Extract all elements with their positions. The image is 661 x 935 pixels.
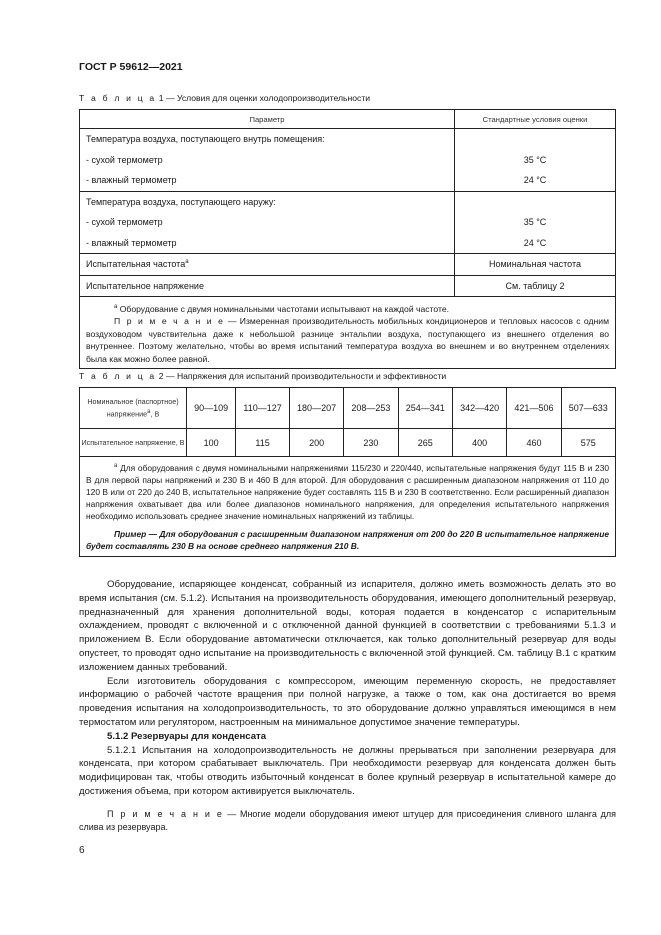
voltage-range-cell: 208—253 — [344, 388, 398, 429]
table1-note — [86, 315, 609, 365]
table1-cell-value: См. таблицу 2 — [455, 275, 616, 297]
table1-cell-value — [455, 129, 616, 150]
table1-cell-param: Температура воздуха, поступающего внутрь помещения: — [80, 129, 455, 150]
table1-footnote-text: Оборудование с двумя номинальными частотами испытывают на каждой частоте. — [119, 303, 449, 314]
test-voltage-cell: 460 — [507, 429, 561, 457]
table2-row1-label — [80, 388, 187, 429]
table1-cell-param: - сухой термометр — [80, 212, 455, 233]
voltage-range-cell: 342—420 — [452, 388, 506, 429]
footnote-marker: а — [114, 304, 118, 310]
table2-caption — [79, 371, 446, 381]
voltage-range-cell: 110—127 — [236, 388, 290, 429]
table1-cell-param: Испытательное напряжение — [80, 275, 455, 297]
footnote-marker: а — [147, 408, 151, 415]
table2-footnotes — [80, 457, 616, 557]
table1-cell-param: - сухой термометр — [80, 150, 455, 171]
test-voltage-cell: 575 — [561, 429, 615, 457]
nominal-voltage-label: Номинальное (паспортное) напряжение — [87, 396, 179, 419]
note-label: П р и м е ч а н и е — [107, 808, 224, 819]
body-note — [79, 808, 616, 834]
table1-cell-value — [455, 191, 616, 212]
voltage-range-cell: 90—109 — [187, 388, 236, 429]
page-number: 6 — [79, 845, 85, 856]
table1-caption — [79, 93, 370, 103]
test-voltage-cell: 400 — [452, 429, 506, 457]
nominal-voltage-unit: , В — [150, 409, 160, 419]
table1-footnotes — [80, 297, 616, 369]
footnote-marker: а — [185, 259, 189, 266]
voltage-range-cell: 507—633 — [561, 388, 615, 429]
table1-cell-param: - влажный термометр — [80, 233, 455, 254]
paragraph: Оборудование, испаряющее конденсат, собранный из испарителя, должно иметь возможность делать это во время испытания (см. 5.1.2). Испытания на производительность оборудования, имеющего дополнительный резервуар, предназначенный для хранения дополнительной воды, которая подается в конденсатор с испарительным охлаждением, проводят с включенной и с отключенной данной функцией в соответствии с требованиями 5.1.3 и приложением В. Если оборудование автоматически отключается, как только дополнительный резервуар для воды опустеет, то проводят одно испытание на производительность с включенной этой функцией. См. таблицу В.1 с кратким изложением данных требований. — [79, 579, 616, 673]
voltage-range-cell: 421—506 — [507, 388, 561, 429]
table1-cell-param: Температура воздуха, поступающего наружу: — [80, 191, 455, 212]
table1-note-text: — Измеренная производительность мобильных кондиционеров и тепловых насосов с одним воздуховодом чувствительна даже к небольшой разнице энтальпии воздуха, поступающего из внешнего отделения во внутреннее. Поэтому желательно, чтобы во время испытаний температура воздуха во внешнем и во внутреннем отделениях была как можно более равной. — [86, 316, 609, 364]
voltage-range-cell: 180—207 — [289, 388, 343, 429]
test-frequency-label: Испытательная частота — [86, 259, 186, 270]
table1-caption-title: 1 — Условия для оценки холодопроизводительности — [158, 93, 371, 103]
table2-example: Пример — Для оборудования с расширенным диапазоном напряжения от 200 до 220 В испытательное напряжение будет составлять 230 В на основе среднего напряжения 210 В. — [86, 528, 609, 551]
table1-header-conditions: Стандартные условия оценки — [455, 110, 616, 129]
test-voltage-cell: 200 — [289, 429, 343, 457]
table1-cell-value: 35 °С — [455, 150, 616, 171]
body-text — [79, 578, 616, 834]
table2-caption-title: 2 — Напряжения для испытаний производительности и эффективности — [158, 371, 447, 381]
test-voltage-cell: 230 — [344, 429, 398, 457]
table2 — [79, 387, 616, 557]
table2-caption-prefix: Т а б л и ц а — [79, 371, 157, 381]
paragraph: Если изготовитель оборудования с компрессором, имеющим переменную скорость, не предоставляет информацию о рабочей частоте вращения при полной нагрузке, а также о том, как она достигается во время проведения испытания на холодопроизводительность, то это оборудование должно управляться имеющимся в нем термостатом или регулятором, настроенным на минимальное допустимое значение температуры. — [79, 675, 616, 728]
table2-footnote — [86, 460, 609, 522]
test-voltage-cell: 100 — [187, 429, 236, 457]
table1-caption-prefix: Т а б л и ц а — [79, 93, 157, 103]
table1-cell-value: 35 °С — [455, 212, 616, 233]
table1-cell-value: Номинальная частота — [455, 254, 616, 276]
table2-row2-label: Испытательное напряжение, В — [80, 429, 187, 457]
section-heading: 5.1.2 Резервуары для конденсата — [107, 730, 267, 742]
footnote-marker: а — [114, 463, 118, 469]
test-voltage-cell: 115 — [236, 429, 290, 457]
note-label: П р и м е ч а н и е — [114, 316, 225, 327]
table1 — [79, 109, 616, 369]
table1-header-param: Параметр — [80, 110, 455, 129]
paragraph: 5.1.2.1 Испытания на холодопроизводительность не должны прерываться при заполнении резервуара для конденсата, при котором срабатывает выключатель. При необходимости резервуар для конденсата должен быть модифицирован так, чтобы отводить избыточный конденсат в более крупный резервуар в испытательной камере до достижения объема, при котором активируется выключатель. — [79, 744, 616, 797]
table1-cell-value: 24 °С — [455, 170, 616, 191]
voltage-range-cell: 254—341 — [398, 388, 452, 429]
body-note-text: — Многие модели оборудования имеют штуцер для присоединения сливного шланга для слива из резервуара. — [79, 808, 616, 832]
table1-cell-param: - влажный термометр — [80, 170, 455, 191]
document-header: ГОСТ Р 59612—2021 — [79, 61, 183, 73]
table2-footnote-text: Для оборудования с двумя номинальными напряжениями 115/230 и 220/440, испытательные напряжения будут 115 В и 230 В для первой пары напряжений и 230 В и 460 В для второй. Для оборудования с расширенным диапазоном напряжения от 110 до 120 В или от 220 до 240 В, испытательное напряжение будет составлять 115 В и 230 В соответственно. Если расширенный диапазон напряжения охватывает два или более диапазонов номинального напряжения, для определения испытательного напряжения необходимо использовать среднее значение номинальных напряжений из таблицы. — [86, 462, 610, 521]
test-voltage-cell: 265 — [398, 429, 452, 457]
table1-cell-value: 24 °С — [455, 233, 616, 254]
table1-footnote — [86, 301, 609, 315]
table1-cell-param — [80, 254, 455, 276]
